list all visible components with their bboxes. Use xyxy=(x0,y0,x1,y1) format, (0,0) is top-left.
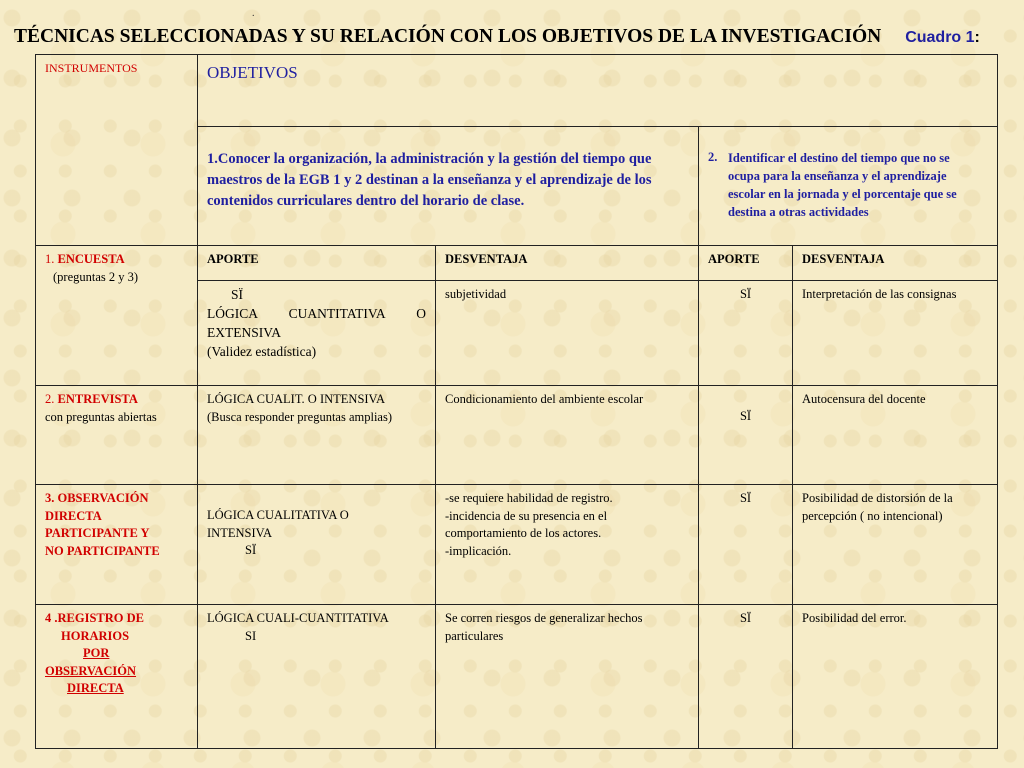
aporte-text: LÓGICA CUALI-CUANTITATIVA xyxy=(207,611,389,625)
col-desventaja-2: DESVENTAJA xyxy=(793,246,998,281)
instrument-name-line: OBSERVACIÓN xyxy=(45,663,137,678)
aporte-2-cell: SÏ xyxy=(699,485,793,605)
col-aporte-2: APORTE xyxy=(699,246,793,281)
col-desventaja-1: DESVENTAJA xyxy=(436,246,699,281)
instrument-name: ENTREVISTA xyxy=(57,392,138,406)
instrumentos-header: INSTRUMENTOS xyxy=(36,55,198,246)
desventaja-2-cell: Posibilidad del error. xyxy=(793,605,998,749)
table-row xyxy=(36,246,998,281)
instrument-name-line: 3. OBSERVACIÓN xyxy=(45,491,149,505)
aporte-cell xyxy=(198,605,436,749)
desventaja-2-cell: Autocensura del docente xyxy=(793,386,998,485)
aporte-text: LÓGICA CUALIT. O INTENSIVA xyxy=(207,392,385,406)
aporte-text: (Busca responder preguntas amplias) xyxy=(207,409,393,424)
desventaja-2-cell: Interpretación de las consignas xyxy=(793,281,998,386)
table-row xyxy=(36,386,998,485)
aporte-text: LÓGICA CUALITATIVA O xyxy=(207,508,349,522)
instrument-observacion xyxy=(36,485,198,605)
aporte-2-cell: SÏ xyxy=(699,386,793,485)
objective-2-number: 2. xyxy=(708,150,718,164)
aporte-si: SÏ xyxy=(245,543,257,557)
table-row xyxy=(36,485,998,605)
objective-1: 1.Conocer la organización, la administración y la gestión del tiempo que maestros de la EGB 1 y 2 destinan a la enseñanza y el aprendizaje de los contenidos curriculares dentro del horario de clase. xyxy=(198,127,699,246)
instrument-name-line: PARTICIPANTE Y xyxy=(45,526,150,540)
aporte-2-cell: SÏ xyxy=(699,281,793,386)
instrument-name-line: POR xyxy=(83,646,110,660)
desventaja-cell: Se corren riesgos de generalizar hechos particulares xyxy=(436,605,699,749)
instrument-number: 2. xyxy=(45,392,55,406)
instrument-name-line: 4 .REGISTRO DE xyxy=(45,611,144,625)
instrument-name-line: DIRECTA xyxy=(45,508,102,523)
instrument-sub: con preguntas abiertas xyxy=(45,409,157,424)
aporte-cell xyxy=(198,281,436,386)
desventaja-cell xyxy=(436,485,699,605)
objetivos-header: OBJETIVOS xyxy=(198,55,998,127)
instrument-registro xyxy=(36,605,198,749)
instrument-name-line: DIRECTA xyxy=(67,681,124,695)
instrument-name-line: NO PARTICIPANTE xyxy=(45,543,160,558)
aporte-cell xyxy=(198,386,436,485)
title-text: TÉCNICAS SELECCIONADAS Y SU RELACIÓN CON LOS OBJETIVOS DE LA INVESTIGACIÓN xyxy=(14,26,882,47)
instrument-name-line: HORARIOS xyxy=(61,628,130,643)
aporte-2-cell: SÏ xyxy=(699,605,793,749)
instrument-sub: (preguntas 2 y 3) xyxy=(53,269,139,284)
aporte-si: SÏ xyxy=(231,287,244,302)
table-header-row xyxy=(36,55,998,127)
desventaja-line: -se requiere habilidad de registro. xyxy=(445,491,613,505)
aporte-text: LÓGICA CUANTITATIVA O xyxy=(207,305,426,321)
instrument-name: ENCUESTA xyxy=(57,252,125,266)
aporte-si: SI xyxy=(245,628,257,643)
desventaja-cell: Condicionamiento del ambiente escolar xyxy=(436,386,699,485)
cuadro-colon: : xyxy=(974,29,980,46)
instrument-encuesta xyxy=(36,246,198,386)
col-aporte-1: APORTE xyxy=(198,246,436,281)
objective-2 xyxy=(699,127,998,246)
aporte-text: (Validez estadística) xyxy=(207,343,317,359)
desventaja-cell: subjetividad xyxy=(436,281,699,386)
objective-2-text: Identificar el destino del tiempo que no se ocupa para la enseñanza y el aprendizaje escolar en la jornada y el porcentaje que se destina a otras actividades xyxy=(728,151,957,220)
page-title xyxy=(14,26,1014,48)
desventaja-line: -incidencia de su presencia en el comportamiento de los actores. xyxy=(445,508,608,540)
table-row xyxy=(36,605,998,749)
aporte-text: INTENSIVA xyxy=(207,525,273,540)
instrument-number: 1. xyxy=(45,252,55,266)
cuadro-label xyxy=(905,29,980,46)
desventaja-line: -implicación. xyxy=(445,543,512,558)
aporte-cell xyxy=(198,485,436,605)
techniques-table xyxy=(35,54,998,749)
cuadro-label-text: Cuadro 1 xyxy=(905,29,975,46)
desventaja-2-cell: Posibilidad de distorsión de la percepción ( no intencional) xyxy=(793,485,998,605)
header-mark: . xyxy=(252,8,255,19)
instrument-entrevista xyxy=(36,386,198,485)
aporte-text: EXTENSIVA xyxy=(207,324,281,340)
